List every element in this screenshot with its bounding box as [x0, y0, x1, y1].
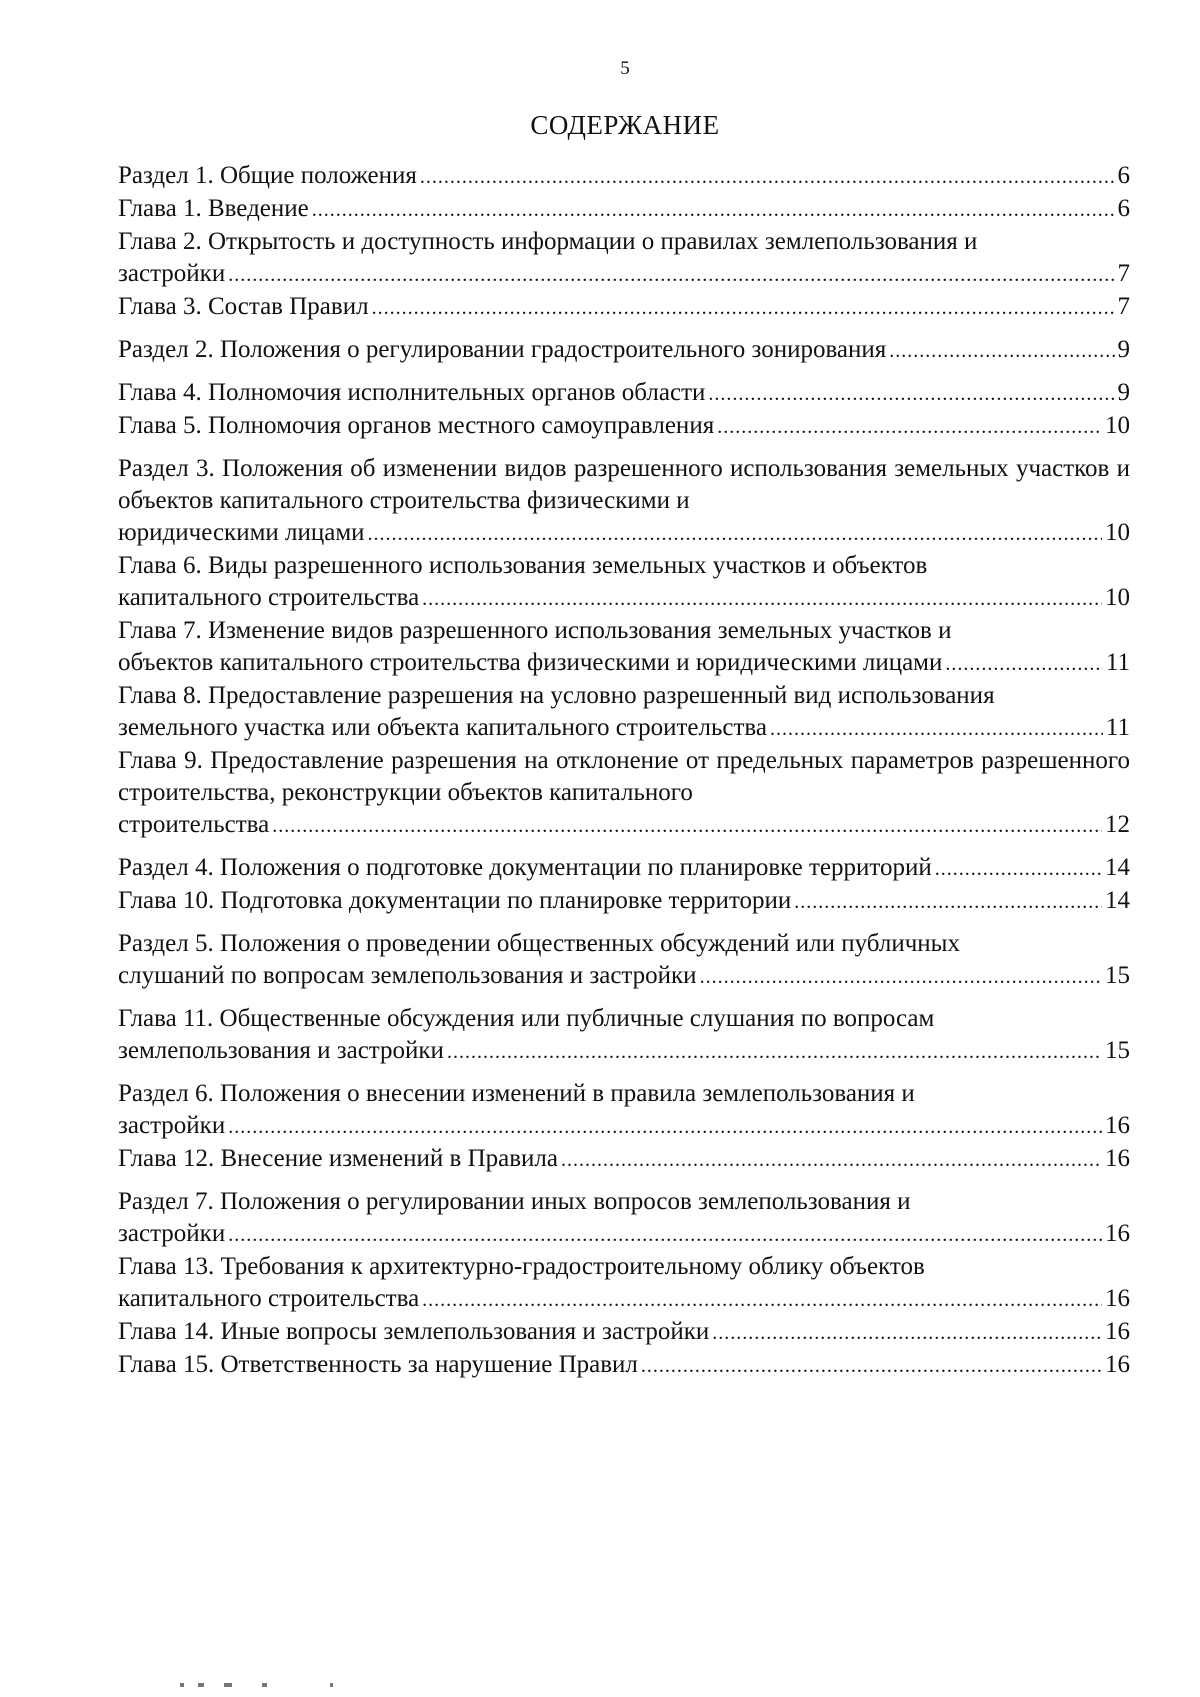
- toc-dot-leader: [368, 518, 1102, 550]
- toc-dot-leader: [708, 378, 1114, 410]
- toc-entry-leader-line: [118, 1349, 1130, 1382]
- toc-entry-title: строительства: [118, 811, 270, 838]
- toc-entry-page-number: 7: [1117, 293, 1130, 320]
- toc-entry: [118, 1251, 1130, 1316]
- toc-dot-leader: [700, 961, 1102, 993]
- toc-entry-leader-line: [118, 334, 1130, 367]
- toc-entry-title: капитального строительства: [118, 1285, 420, 1312]
- toc-entry-text: Раздел 7. Положения о регулировании иных вопросов землепользования и: [118, 1188, 911, 1215]
- toc-entry-text: Глава 13. Требования к архитектурно-градостроительному облику объектов: [118, 1253, 925, 1280]
- toc-dot-leader: [935, 853, 1102, 885]
- toc-dot-leader: [228, 1219, 1102, 1251]
- toc-entry-leader-line: [118, 1283, 1130, 1316]
- toc-entry-leader-line: [118, 517, 1130, 550]
- toc-entry-title: капитального строительства: [118, 584, 420, 611]
- toc-entry-title: застройки: [118, 1112, 226, 1139]
- toc-title: СОДЕРЖАНИЕ: [530, 110, 720, 140]
- toc-entry-text: Глава 6. Виды разрешенного использования земельных участков и объектов: [118, 552, 928, 579]
- toc-entry-leader-line: [118, 193, 1130, 226]
- toc-entry-title: Раздел 2. Положения о регулировании градостроительного зонирования: [118, 336, 887, 363]
- toc-dot-leader: [422, 583, 1102, 615]
- toc-dot-leader: [717, 411, 1102, 443]
- toc-entry-title: юридическими лицами: [118, 519, 365, 546]
- toc-entry-title: застройки: [118, 260, 226, 287]
- toc-dot-leader: [561, 1144, 1102, 1176]
- toc-entry-page-number: 15: [1105, 962, 1130, 989]
- toc-entry-text: Глава 7. Изменение видов разрешенного использования земельных участков и: [118, 617, 952, 644]
- toc-entry-title: Глава 4. Полномочия исполнительных органов области: [118, 379, 706, 406]
- toc-entry: [118, 1003, 1130, 1068]
- toc-entry-title: земельного участка или объекта капитального строительства: [118, 714, 767, 741]
- toc-entry: [118, 160, 1130, 193]
- toc-entry-title: Глава 1. Введение: [118, 195, 309, 222]
- toc-entry: [118, 193, 1130, 226]
- toc-entry-title: Глава 3. Состав Правил: [118, 293, 369, 320]
- toc-entry-title: Раздел 4. Положения о подготовке документации по планировке территорий: [118, 854, 932, 881]
- toc-entry: [118, 745, 1130, 842]
- toc-entry-title: Раздел 1. Общие положения: [118, 162, 417, 189]
- toc-entry: [118, 1078, 1130, 1143]
- toc-entry: [118, 1143, 1130, 1176]
- toc-dot-leader: [945, 648, 1103, 680]
- toc-entry: [118, 410, 1130, 443]
- toc-entry-page-number: 11: [1105, 714, 1130, 741]
- toc-entry-text: Глава 2. Открытость и доступность информации о правилах землепользования и: [118, 228, 978, 255]
- toc-entry: [118, 377, 1130, 410]
- toc-entry-leader-line: [118, 582, 1130, 615]
- toc-entry-page-number: 16: [1105, 1145, 1130, 1172]
- toc-entry-leader-line: [118, 852, 1130, 885]
- page-number: 5: [620, 58, 630, 79]
- toc-entry-page-number: 7: [1117, 260, 1130, 287]
- toc-entry-title: Глава 15. Ответственность за нарушение Правил: [118, 1351, 638, 1378]
- toc-entry-page-number: 6: [1117, 162, 1130, 189]
- toc-entry-leader-line: [118, 712, 1130, 745]
- toc-entry: [118, 291, 1130, 324]
- toc-entry-title: объектов капитального строительства физическими и юридическими лицами: [118, 649, 943, 676]
- toc-entry: [118, 453, 1130, 550]
- toc-entry: [118, 885, 1130, 918]
- toc-entry-text: Глава 9. Предоставление разрешения на отклонение от предельных параметров разрешенного строительства, реконструкции объектов капитального: [118, 747, 1130, 806]
- toc-dot-leader: [228, 1111, 1102, 1143]
- toc-entry-page-number: 16: [1105, 1351, 1130, 1378]
- toc-entry-page-number: 16: [1105, 1112, 1130, 1139]
- toc-entry-title: Глава 14. Иные вопросы землепользования и застройки: [118, 1318, 710, 1345]
- toc-entry-title: Глава 5. Полномочия органов местного самоуправления: [118, 412, 715, 439]
- toc-entry-page-number: 14: [1105, 887, 1130, 914]
- toc-entry-page-number: 10: [1105, 584, 1130, 611]
- toc-entry-leader-line: [118, 377, 1130, 410]
- table-of-contents: [118, 160, 1130, 1382]
- toc-entry-leader-line: [118, 1143, 1130, 1176]
- toc-entry-page-number: 14: [1105, 854, 1130, 881]
- toc-entry: [118, 928, 1130, 993]
- toc-entry: [118, 550, 1130, 615]
- toc-entry-page-number: 10: [1105, 519, 1130, 546]
- toc-dot-leader: [712, 1317, 1102, 1349]
- toc-entry-title: Глава 10. Подготовка документации по планировке территории: [118, 887, 792, 914]
- toc-dot-leader: [641, 1350, 1102, 1382]
- toc-dot-leader: [228, 259, 1114, 291]
- toc-entry-text: Раздел 3. Положения об изменении видов разрешенного использования земельных участков и объектов капитального строительства физическими и: [118, 455, 1130, 514]
- toc-entry-text: Раздел 6. Положения о внесении изменений в правила землепользования и: [118, 1080, 915, 1107]
- toc-entry-leader-line: [118, 160, 1130, 193]
- toc-entry-page-number: 9: [1117, 379, 1130, 406]
- toc-dot-leader: [372, 292, 1115, 324]
- toc-dot-leader: [889, 335, 1114, 367]
- toc-entry-text: Глава 8. Предоставление разрешения на условно разрешенный вид использования: [118, 682, 995, 709]
- toc-entry-leader-line: [118, 885, 1130, 918]
- toc-dot-leader: [422, 1284, 1102, 1316]
- toc-entry-title: слушаний по вопросам землепользования и застройки: [118, 962, 697, 989]
- toc-entry: [118, 852, 1130, 885]
- toc-entry-leader-line: [118, 291, 1130, 324]
- toc-entry: [118, 615, 1130, 680]
- toc-entry-leader-line: [118, 1218, 1130, 1251]
- toc-entry-leader-line: [118, 1316, 1130, 1349]
- toc-entry-leader-line: [118, 1110, 1130, 1143]
- toc-entry: [118, 680, 1130, 745]
- toc-entry-leader-line: [118, 1035, 1130, 1068]
- toc-entry-page-number: 16: [1105, 1318, 1130, 1345]
- scan-artifact-marks: [180, 1683, 480, 1689]
- toc-entry-page-number: 9: [1117, 336, 1130, 363]
- toc-entry-page-number: 15: [1105, 1037, 1130, 1064]
- toc-dot-leader: [794, 886, 1102, 918]
- toc-entry-page-number: 16: [1105, 1220, 1130, 1247]
- toc-entry-page-number: 11: [1105, 649, 1130, 676]
- toc-dot-leader: [420, 161, 1115, 193]
- toc-entry: [118, 226, 1130, 291]
- toc-entry: [118, 1186, 1130, 1251]
- toc-dot-leader: [272, 810, 1102, 842]
- toc-entry: [118, 1349, 1130, 1382]
- toc-entry-text: Раздел 5. Положения о проведении общественных обсуждений или публичных: [118, 930, 960, 957]
- toc-entry-leader-line: [118, 647, 1130, 680]
- toc-dot-leader: [447, 1036, 1102, 1068]
- toc-entry-title: Глава 12. Внесение изменений в Правила: [118, 1145, 558, 1172]
- toc-entry-leader-line: [118, 258, 1130, 291]
- toc-dot-leader: [312, 194, 1115, 226]
- toc-entry-page-number: 6: [1117, 195, 1130, 222]
- toc-entry-title: землепользования и застройки: [118, 1037, 444, 1064]
- toc-entry-leader-line: [118, 809, 1130, 842]
- toc-entry-page-number: 16: [1105, 1285, 1130, 1312]
- toc-entry-title: застройки: [118, 1220, 226, 1247]
- toc-entry-text: Глава 11. Общественные обсуждения или публичные слушания по вопросам: [118, 1005, 935, 1032]
- toc-entry: [118, 334, 1130, 367]
- toc-dot-leader: [770, 713, 1103, 745]
- toc-entry-page-number: 12: [1105, 811, 1130, 838]
- toc-entry-leader-line: [118, 960, 1130, 993]
- toc-entry: [118, 1316, 1130, 1349]
- toc-entry-leader-line: [118, 410, 1130, 443]
- toc-entry-page-number: 10: [1105, 412, 1130, 439]
